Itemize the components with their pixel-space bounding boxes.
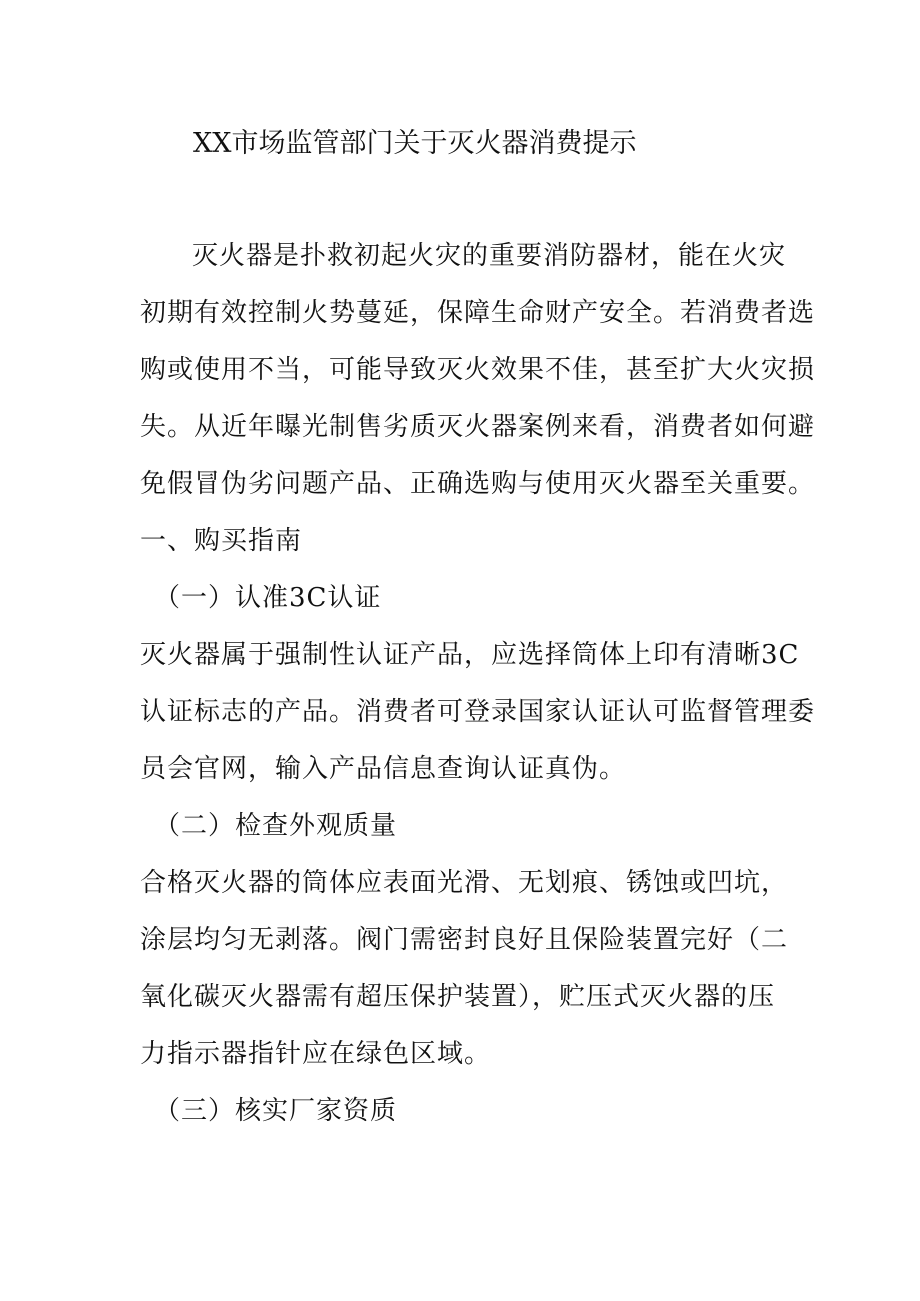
- subsection-heading: （二）检查外观质量: [154, 811, 398, 841]
- intro-line: 免假冒伪劣问题产品、正确选购与使用灭火器至关重要。: [140, 469, 816, 499]
- paragraph-line: 灭火器属于强制性认证产品，应选择筒体上印有清晰3C: [140, 640, 800, 670]
- document-title: XX市场监管部门关于灭火器消费提示: [193, 128, 637, 159]
- paragraph-line: 氧化碳灭火器需有超压保护装置），贮压式灭火器的压: [140, 982, 776, 1012]
- intro-line: 初期有效控制火势蔓延，保障生命财产安全。若消费者选: [140, 298, 816, 328]
- paragraph-line: 员会官网，输入产品信息查询认证真伪。: [140, 754, 627, 784]
- subsection-heading: （三）核实厂家资质: [154, 1096, 398, 1126]
- intro-line: 失。从近年曝光制售劣质灭火器案例来看，消费者如何避: [140, 412, 816, 442]
- paragraph-line: 力指示器指针应在绿色区域。: [140, 1039, 492, 1069]
- document-body: [140, 228, 816, 1140]
- intro-line: 购或使用不当，可能导致灭火效果不佳，甚至扩大火灾损: [140, 355, 816, 385]
- subsection-heading: （一）认准3C认证: [154, 583, 382, 613]
- paragraph-line: 涂层均匀无剥落。阀门需密封良好且保险装置完好（二: [140, 925, 789, 955]
- intro-line: 灭火器是扑救初起火灾的重要消防器材，能在火灾: [192, 241, 787, 271]
- paragraph-line: 认证标志的产品。消费者可登录国家认证认可监督管理委: [140, 697, 816, 727]
- section-heading: 一、购买指南: [140, 526, 303, 556]
- paragraph-line: 合格灭火器的筒体应表面光滑、无划痕、锈蚀或凹坑，: [140, 868, 789, 898]
